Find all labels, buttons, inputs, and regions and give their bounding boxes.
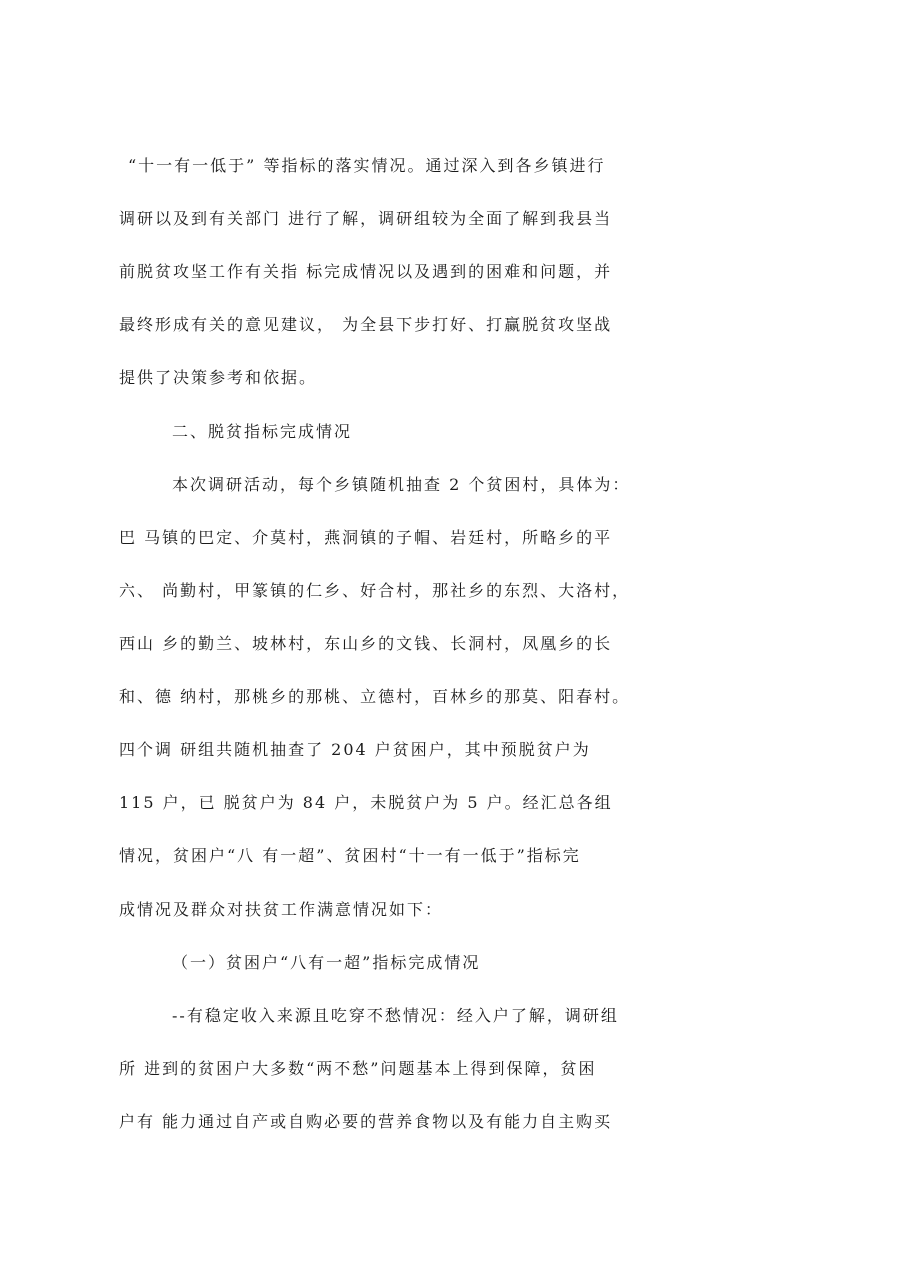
section-heading: 二、脱贫指标完成情况 <box>172 422 353 441</box>
text-line-1: “十一有一低于” 等指标的落实情况。通过深入到各乡镇进行 <box>128 156 606 175</box>
text-line-7: 本次调研活动，每个乡镇随机抽查 2 个贫困村，具体为： <box>172 475 631 494</box>
text-line-4: 最终形成有关的意见建议， 为全县下步打好、打赢脱贫攻坚战 <box>119 315 613 334</box>
text-line-15: 成情况及群众对扶贫工作满意情况如下： <box>119 900 444 919</box>
subsection-heading: （一）贫困户“八有一超”指标完成情况 <box>172 953 481 972</box>
text-line-12: 四个调 研组共随机抽查了 204 户贫困户，其中预脱贫户为 <box>119 740 591 759</box>
text-line-8: 巴 马镇的巴定、介莫村，燕洞镇的子帽、岩廷村，所略乡的平 <box>119 528 613 547</box>
text-line-18: 所 进到的贫困户大多数“两不愁”问题基本上得到保障，贫困 <box>119 1059 597 1078</box>
text-line-11: 和、德 纳村，那桃乡的那桃、立德村，百林乡的那莫、阳春村。 <box>119 687 631 706</box>
text-line-10: 西山 乡的勤兰、坡林村，东山乡的文钱、长洞村，凤凰乡的长 <box>119 634 613 653</box>
text-line-17: --有稳定收入来源且吃穿不愁情况：经入户了解，调研组 <box>172 1006 619 1025</box>
text-line-14: 情况，贫困户“八 有一超”、贫困村“十一有一低于”指标完 <box>119 846 581 865</box>
text-line-19: 户有 能力通过自产或自购必要的营养食物以及有能力自主购买 <box>119 1112 613 1131</box>
text-line-13: 115 户，已 脱贫户为 84 户，未脱贫户为 5 户。经汇总各组 <box>119 793 613 812</box>
text-line-5: 提供了决策参考和依据。 <box>119 368 318 387</box>
text-line-2: 调研以及到有关部门 进行了解，调研组较为全面了解到我县当 <box>119 209 613 228</box>
text-line-9: 六、 尚勤村，甲篆镇的仁乡、好合村，那社乡的东烈、大洛村， <box>119 581 631 600</box>
text-line-3: 前脱贫攻坚工作有关指 标完成情况以及遇到的困难和问题，并 <box>119 262 613 281</box>
